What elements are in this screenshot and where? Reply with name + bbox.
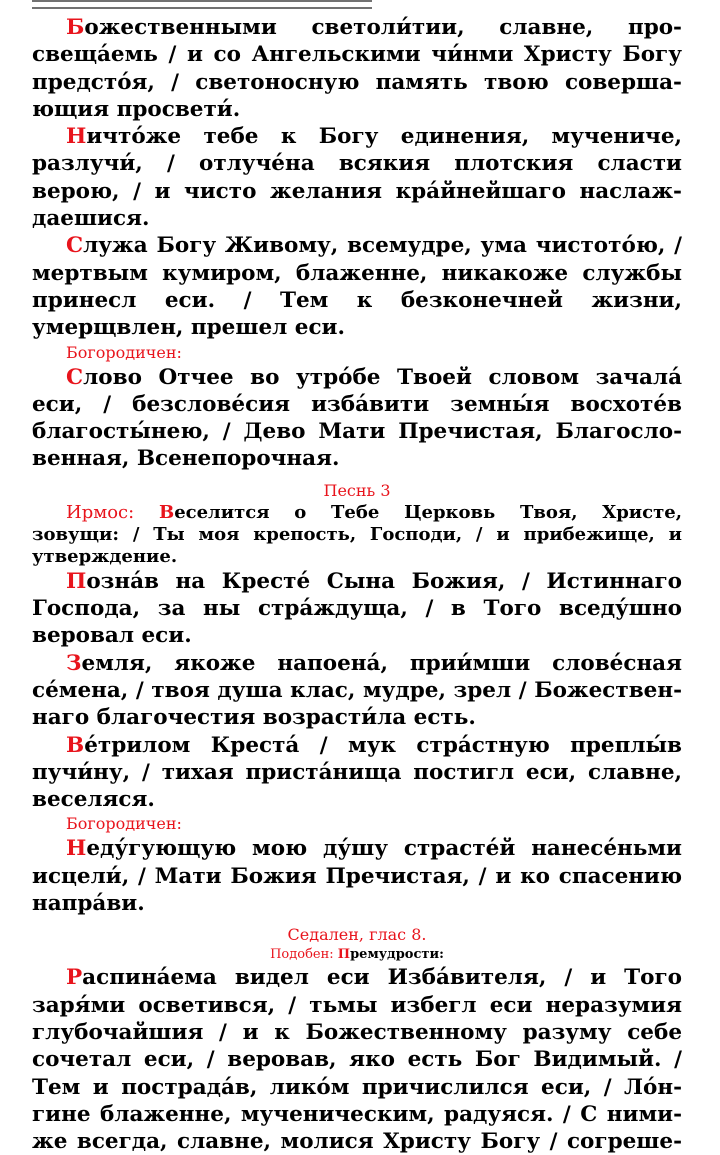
podoben-line — [32, 946, 682, 964]
drop-cap: В — [66, 732, 85, 758]
stanza-line: веселяся. — [32, 787, 155, 813]
stanza-line: благосты́нею, / Дево Мати Пречистая, Благосло- — [32, 419, 682, 445]
podoben-text: ремудрости: — [350, 947, 444, 963]
stanza-line: верою, / и чисто желания кра́йнейшаго наслаж- — [32, 178, 682, 204]
drop-cap: Р — [66, 965, 83, 991]
drop-cap: В — [158, 501, 175, 523]
stanza-line: Господа, за ны стра́ждуща, / в Того вседу́шно — [32, 596, 682, 622]
stanza-line: Служа Богу Живому, всемудре, ума чистото́ю, / — [66, 233, 682, 259]
stanza-line: сочетал еси, / веровав, яко есть Бог Видимый. / — [32, 1047, 682, 1073]
stanza-5 — [32, 650, 682, 732]
irmos — [32, 502, 682, 568]
stanza-line: мертвым кумиром, блаженне, никакоже службы — [32, 260, 682, 286]
stanza-line: свеща́емь / и со Ангельскими чи́нми Христу Богу — [32, 42, 682, 68]
theotokion-label: Богородичен: — [66, 814, 182, 834]
liturgical-page — [32, 0, 682, 1155]
sedalen-text — [32, 964, 682, 1155]
stanza-line: веровал еси. — [32, 623, 192, 649]
stanza-line: принесл еси. / Тем к безконечней жизни, — [32, 287, 682, 313]
drop-cap: С — [66, 364, 84, 390]
stanza-line: даешися. — [32, 206, 150, 232]
stanza-line: Распина́ема видел еси Изба́вителя, / и Того — [66, 965, 682, 991]
theotokion-1 — [32, 364, 682, 473]
stanza-line: Земля, якоже напоена́, прии́мши слове́сная — [66, 650, 682, 676]
stanza-4 — [32, 568, 682, 650]
drop-cap: Н — [66, 836, 87, 862]
stanza-line: глубочайшия / и к Божественному разуму себе — [32, 1019, 682, 1045]
stanza-line: ющия просвети́. — [32, 96, 241, 122]
stanza-line: Неду́гующую мою ду́шу страсте́й нанесе́ньми — [66, 836, 682, 862]
stanza-6 — [32, 732, 682, 814]
stanza-line: умерщвлен, прешел еси. — [32, 315, 345, 341]
stanza-line: наго благочестия возрасти́ла есть. — [32, 705, 476, 731]
drop-cap: Б — [66, 15, 85, 40]
stanza-line: гине блаженне, мученическим, радуяся. / С ними- — [32, 1101, 682, 1127]
irmos-line: зовущи: / Ты моя крепость, Господи, / и прибежище, и — [32, 523, 682, 545]
top-rule-divider — [32, 0, 372, 9]
stanza-line: напра́ви. — [32, 891, 145, 917]
stanza-line: предсто́я, / светоносную память твою совершa- — [32, 69, 682, 95]
stanza-line: Позна́в на Кресте́ Сына Божия, / Истиннаго — [66, 568, 682, 594]
stanza-line: Ничто́же тебе к Богу единения, мучениче, — [66, 124, 682, 150]
stanza-line: венная, Всенепорочная. — [32, 446, 340, 472]
stanza-line: заря́ми осветився, / тьмы избегл еси неразумия — [32, 992, 682, 1018]
irmos-line: утверждение. — [32, 545, 178, 567]
stanza-line: разлучи́, / отлуче́на всякия плотския сласти — [32, 151, 682, 177]
podoben-label: Подобен: — [270, 947, 334, 963]
stanza-line: Ве́трилом Креста́ / мук стра́стную преплы́в — [66, 732, 682, 758]
theotokion-2 — [32, 835, 682, 917]
ode-heading: Песнь 3 — [323, 480, 391, 500]
stanza-3 — [32, 232, 682, 341]
stanza-line: еси, / безслове́сия изба́вити земны́я восхоте́в — [32, 391, 682, 417]
drop-cap: П — [66, 568, 87, 594]
stanza-line: пучи́ну, / тихая приста́нища постигл еси, славне, — [32, 759, 682, 785]
stanza-line: же всегда, славне, молися Христу Богу / согреше- — [32, 1129, 682, 1155]
stanza-line: Тем и пострада́в, лико́м причислился еси, / Ло́н- — [32, 1074, 682, 1100]
page-content — [32, 14, 682, 1155]
stanza-line: Слово Отчее во утро́бе Твоей словом зачала́ — [66, 364, 682, 390]
stanza-line: се́мена, / твоя душа клас, мудре, зрел / Божествен- — [32, 677, 682, 703]
stanza-1 — [32, 14, 682, 123]
sedalen-heading: Седален, глас 8. — [287, 925, 427, 945]
drop-cap: З — [66, 650, 82, 676]
stanza-2 — [32, 123, 682, 232]
stanza-line: Божественными светоли́тии, славне, про- — [66, 15, 682, 40]
drop-cap: С — [66, 233, 84, 259]
irmos-label: Ирмос: — [66, 501, 135, 523]
drop-cap: П — [337, 947, 351, 963]
stanza-line: исцели́, / Мати Божия Пречистая, / и ко спасению — [32, 863, 682, 889]
theotokion-label: Богородичен: — [66, 342, 182, 362]
drop-cap: Н — [66, 124, 87, 150]
irmos-line: Ирмос: Веселится о Тебе Церковь Твоя, Христе, — [66, 501, 682, 523]
